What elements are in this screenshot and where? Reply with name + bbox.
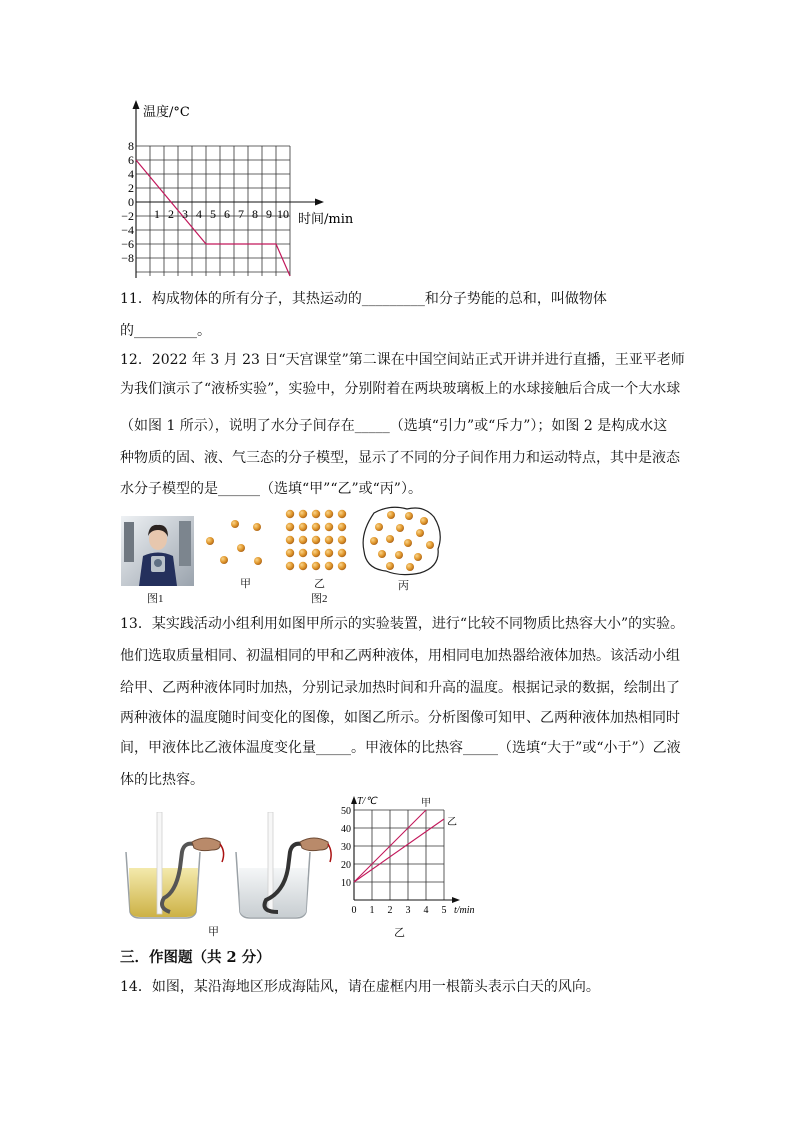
graph1-y-axis-label: 温度/°C	[143, 105, 190, 120]
y-tick: 2	[128, 181, 134, 195]
x-tick: 5	[441, 905, 447, 916]
x-tick: 7	[238, 207, 244, 221]
graph2-series-yi-label: 乙	[447, 817, 457, 828]
x-tick: 1	[154, 207, 160, 221]
q13-line3: 给甲、乙两种液体同时加热，分别记录加热时间和升高的温度。根据记录的数据，绘制出了	[120, 680, 680, 696]
y-tick: −2	[121, 209, 134, 223]
y-tick: 4	[128, 167, 134, 181]
y-tick: 30	[341, 842, 351, 853]
graph2-series-jia-label: 甲	[421, 798, 431, 809]
graph2-y-label: T/℃	[357, 796, 377, 807]
q12-line5: 水分子模型的是______（选填“甲”“乙”或“丙”）。	[120, 481, 422, 497]
q12-line3: （如图 1 所示），说明了水分子间存在_____（选填“引力”或“斥力”）；如图 2 是构成水这	[120, 418, 668, 434]
y-tick: 50	[341, 806, 351, 817]
fig-caption-1: 图1	[147, 593, 164, 605]
q13-line5: 间，甲液体比乙液体温度变化量_____。甲液体的比热容_____（选填“大于”或“小于”）乙液	[120, 740, 681, 756]
molecule-model-yi	[282, 506, 352, 572]
y-tick: 10	[341, 878, 351, 889]
fig-label-jia: 甲	[240, 578, 251, 590]
graph1-x-ticks	[154, 207, 289, 221]
astronaut-photo	[121, 516, 194, 586]
molecule-model-bing	[360, 503, 444, 577]
q12-line1: 12．2022 年 3 月 23 日“天宫课堂”第二课在中国空间站正式开讲并进行直播，王亚平老师	[120, 352, 685, 368]
fig-label-yi: 乙	[314, 578, 325, 590]
x-tick: 1	[369, 905, 375, 916]
fig-label-bing: 丙	[398, 580, 409, 592]
fig-caption-2: 图2	[311, 593, 328, 605]
beaker-experiment	[120, 812, 335, 922]
fig-label-graph-yi: 乙	[394, 927, 405, 939]
y-tick: −8	[121, 251, 134, 265]
x-tick: 10	[277, 207, 289, 221]
x-tick: 8	[252, 207, 258, 221]
q11-line1: 11．构成物体的所有分子，其热运动的_________和分子势能的总和，叫做物体	[120, 291, 607, 307]
y-tick: 0	[128, 195, 134, 209]
graph2-series-yi-line	[354, 819, 444, 882]
temperature-time-graph	[115, 95, 375, 280]
x-tick: 2	[168, 207, 174, 221]
y-tick: 6	[128, 153, 134, 167]
q11-line2: 的_________。	[120, 323, 211, 339]
x-tick: 4	[196, 207, 202, 221]
y-tick: 40	[341, 824, 351, 835]
graph2-grid	[354, 810, 444, 900]
q13-line1: 13．某实践活动小组利用如图甲所示的实验装置，进行“比较不同物质比热容大小”的实验。	[120, 616, 685, 632]
fig-label-beaker-jia: 甲	[208, 926, 219, 938]
x-tick: 3	[182, 207, 188, 221]
molecule-model-jia	[200, 515, 270, 575]
y-tick: −4	[121, 223, 134, 237]
x-tick: 4	[423, 905, 429, 916]
graph2-x-label: t/min	[454, 905, 475, 916]
x-tick: 5	[210, 207, 216, 221]
q12-line2: 为我们演示了“液桥实验”，实验中，分别附着在两块玻璃板上的水球接触后合成一个大水球	[120, 381, 681, 397]
x-tick: 9	[266, 207, 272, 221]
y-tick: −6	[121, 237, 134, 251]
x-tick: 3	[405, 905, 411, 916]
x-tick: 0	[351, 905, 357, 916]
graph1-x-axis-label: 时间/min	[298, 212, 354, 227]
y-tick: 20	[341, 860, 351, 871]
graph1-y-ticks	[121, 139, 134, 265]
graph1-axes	[133, 100, 325, 278]
x-tick: 6	[224, 207, 230, 221]
q14-text: 14．如图，某沿海地区形成海陆风，请在虚框内用一根箭头表示白天的风向。	[120, 979, 600, 995]
q13-line6: 体的比热容。	[120, 772, 204, 788]
temperature-time-graph-2	[335, 790, 485, 940]
q12-line4: 种物质的固、液、气三态的分子模型，显示了不同的分子间作用力和运动特点，其中是液态	[120, 450, 680, 466]
y-tick: 8	[128, 139, 134, 153]
q13-line4: 两种液体的温度随时间变化的图像，如图乙所示。分析图像可知甲、乙两种液体加热相同时	[120, 710, 680, 726]
section3-title: 三．作图题（共 2 分）	[120, 949, 271, 966]
x-tick: 2	[387, 905, 393, 916]
q13-line2: 他们选取质量相同、初温相同的甲和乙两种液体，用相同电加热器给液体加热。该活动小组	[120, 648, 680, 664]
